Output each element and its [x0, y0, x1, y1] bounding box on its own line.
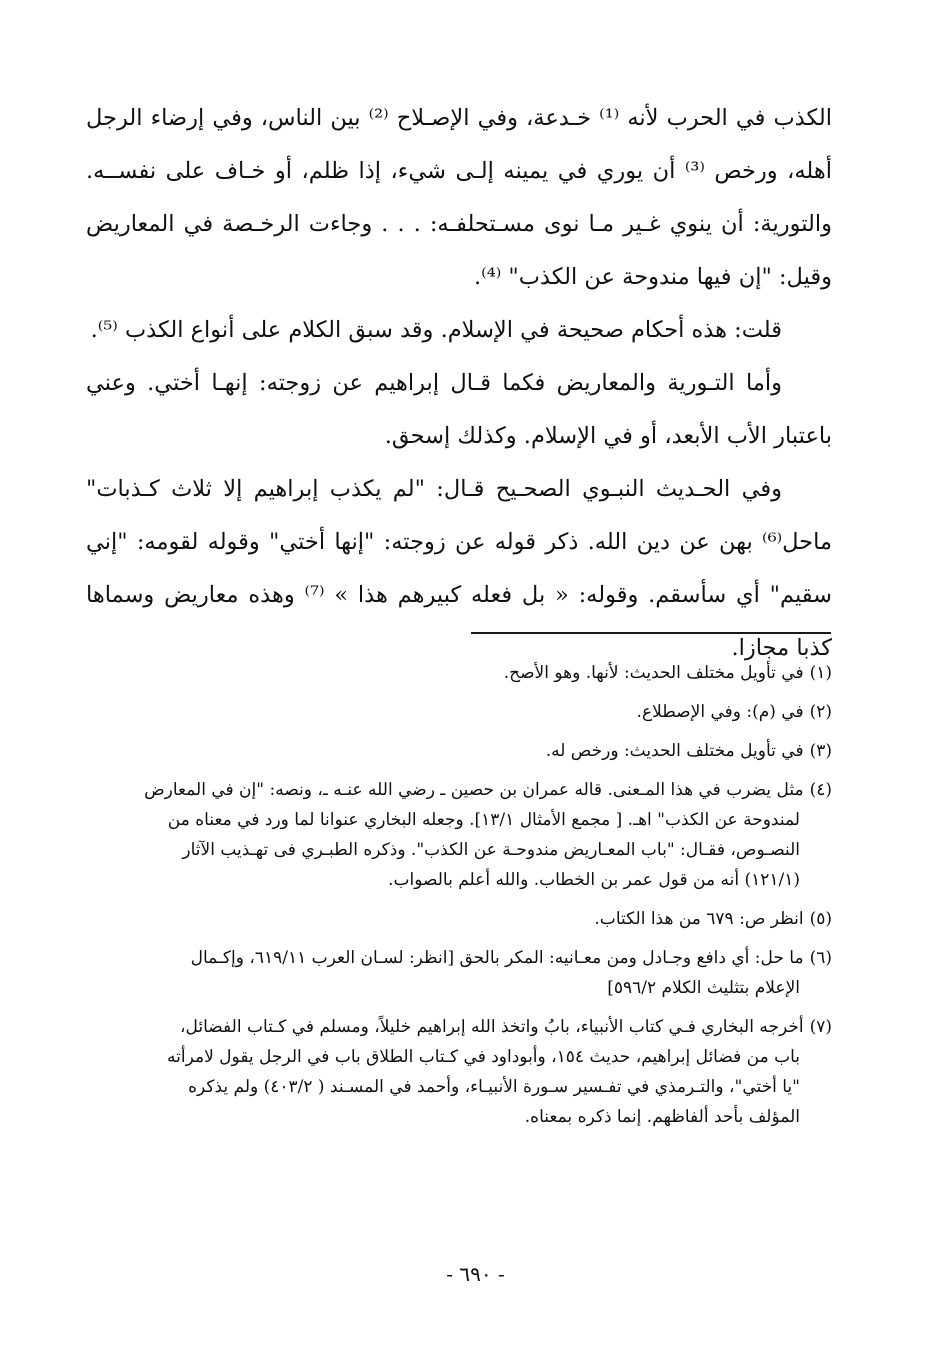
footnote-4 [86, 775, 832, 895]
footnote-3 [86, 736, 832, 766]
footnote-5-number: (٥) [809, 909, 832, 929]
paragraph-1-line-3: نفســه. والتورية: أن ينوي غـير مـا نوى مسـتحلفـه: . . . وجاءت الرخـصة في [86, 158, 833, 237]
footnote-7-line-2: باب من فضائل إبراهيم، حديث ١٥٤، وأبوداود في كـتاب الطلاق باب في الرجل يقول لامرأته [167, 1047, 800, 1067]
footnote-2 [86, 697, 832, 727]
paragraph-3-line-2: باعتبار الأب الأبعد، أو في الإسلام. وكذلك إسحق. [384, 423, 832, 449]
footnote-4-number: (٤) [809, 780, 832, 800]
footnote-6-line-1: ما حل: أي دافع وجـادل ومن معـانيه: المكر بالحق [انظر: لسـان العرب ٦١٩/١١، وإكـمال [190, 948, 804, 968]
footnote-6 [86, 943, 832, 1003]
footnotes-section [86, 658, 832, 1141]
paragraph-4-line-1: وفي الحـديث النبـوي الصحـيح قـال: "لم يكذب إبراهيم إلا ثلاث كـذبات" [86, 476, 782, 502]
footnote-7 [86, 1012, 832, 1132]
footnote-4-line-3: النصـوص، فقـال: "باب المعـاريض مندوحـة عن الكذب". وذكره الطبـري فى تهـذيب الآثار [182, 840, 800, 860]
footnote-4-line-2: لمندوحة عن الكذب" اهـ. [ مجمع الأمثال ١٣/١]. وجعله البخاري عنوانا لما ورد في معناه من [167, 810, 800, 830]
main-text [86, 92, 832, 675]
paragraph-1 [86, 92, 832, 304]
paragraph-2-line-1: قلت: هذه أحكام صحيحة في الإسلام. وقد سبق الكلام على أنواع الكذب ⁽⁵⁾. [90, 317, 782, 343]
paragraph-4-line-3: أي سأسقم. وقوله: « بل فعله كبيرهم هذا » ⁽⁷⁾ وهذه معاريض وسماها كذبا مجازا. [86, 582, 832, 661]
footnote-4-line-1: مثل يضرب في هذا المـعنى. قاله عمران بن حصين ـ رضي الله عنـه ـ، ونصه: "إن في المعارض [144, 780, 804, 800]
footnote-7-number: (٧) [809, 1017, 832, 1037]
footnote-3-number: (٣) [809, 741, 832, 761]
footnote-6-line-2: الإعلام بتثليث الكلام ٥٩٦/٢] [607, 978, 800, 998]
footnote-3-text: في تأويل مختلف الحديث: ورخص له. [545, 741, 804, 761]
paragraph-3 [86, 357, 832, 463]
paragraph-3-line-1: وأما التـورية والمعاريض فكما قـال إبراهيم عن زوجته: إنهـا أختي. وعني [86, 370, 782, 396]
footnote-1 [86, 658, 832, 688]
paragraph-1-line-2: الرجل أهله، ورخص ⁽³⁾ أن يوري في يمينه إلـى شيء، إذا ظلم، أو خـاف على [86, 105, 832, 184]
footnote-5 [86, 904, 832, 934]
paragraph-4-line-2: ماحل⁽⁶⁾ بهن عن دين الله. ذكر قوله عن زوجته: "إنها أختي" وقوله لقومه: "إني سقيم" [86, 529, 832, 608]
footnote-2-number: (٢) [809, 702, 832, 722]
footnote-1-number: (١) [809, 663, 832, 683]
paragraph-1-line-1: الكذب في الحرب لأنه ⁽¹⁾ خـدعة، وفي الإصـلاح ⁽²⁾ بين الناس، وفي إرضاء [150, 105, 833, 131]
footnote-7-line-3: "يا أختي"، والتـرمذي في تفـسير سـورة الأنبيـاء، وأحمد في المسـند ( ٤٠٣/٢) ولم يذكره [188, 1077, 800, 1097]
paragraph-4 [86, 463, 832, 675]
footnote-divider [471, 632, 831, 634]
footnote-5-text: انظر ص: ٦٧٩ من هذا الكتاب. [594, 909, 804, 929]
paragraph-2 [86, 304, 832, 357]
footnote-7-line-4: المؤلف بأحد ألفاظهم. إنما ذكره بمعناه. [524, 1107, 800, 1127]
footnote-2-text: في (م): وفي الإصطلاع. [636, 702, 804, 722]
footnote-1-text: في تأويل مختلف الحديث: لأنها. وهو الأصح. [503, 663, 804, 683]
footnote-7-line-1: أخرجه البخاري فـي كتاب الأنبياء، بابُ واتخذ الله إبراهيم خليلاً، ومسلم في كـتاب الفضائل، [180, 1017, 804, 1037]
page-number: - ٦٩٠ - [446, 1262, 505, 1286]
footnote-4-line-4: (١٢١/١) أنه من قول عمر بن الخطاب. والله أعلم بالصواب. [388, 870, 800, 890]
footnote-6-number: (٦) [809, 948, 832, 968]
paragraph-1-line-4: المعاريض وقيل: "إن فيها مندوحة عن الكذب" ⁽⁴⁾. [86, 211, 832, 290]
